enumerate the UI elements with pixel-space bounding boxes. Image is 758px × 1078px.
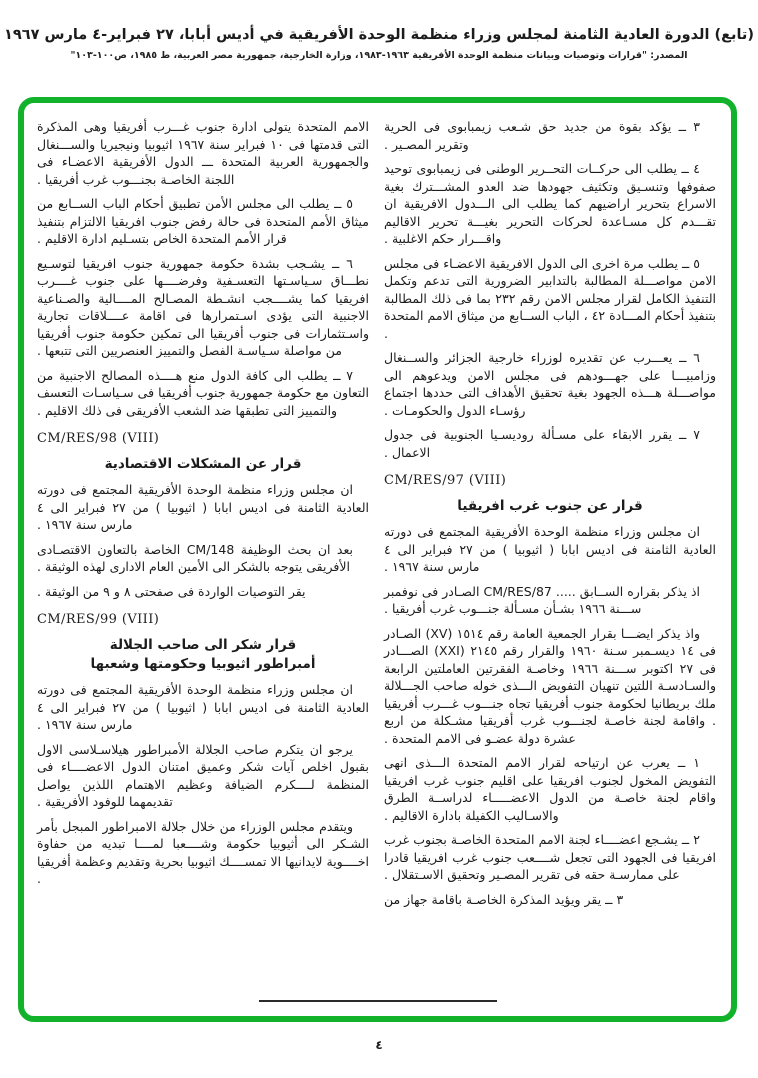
resolution-code-98: CM/RES/98 (VIII) — [37, 431, 160, 446]
para-item-6-left: ٦ ــ يشـجب بشدة حكومة جمهورية جنوب افريقيا لتوسـيع نطـــاق سـياسـتها التعسـفية وفرضــــها على جنوب غــــرب افريقيا كما يشــــجب انشـطة المصـالح المــــالية والصـناعية الاجنبية التى يؤدى اسـتمرارها فى اقامة عــــلاقات تجارية واسـتثمارات فى جنوب أفريقيا الى تمكين حكومة جنوب أفريقيا من مواصلة سـياسـة الفصل والتمييز العنصريين التى تتبعها . — [37, 255, 369, 358]
page-header — [0, 24, 758, 61]
res97-operative-3: ٣ ــ يقر ويؤيد المذكرة الخاصـة باقامة جهاز من — [384, 891, 624, 907]
two-column-layout — [24, 103, 731, 1016]
para-item-5-left: ٥ ــ يطلب الى مجلس الأمن تطبيق أحكام الباب الســابع من ميثاق الأمم المتحدة فى حالة رفض جنوب افريقيا الالتزام بتنفيذ قرار الأمم المتحدة الخاص بتسـليم ادارة الاقليم . — [37, 196, 369, 246]
resolution-title-97: قرار عن جنوب غرب افريقيا — [457, 498, 643, 514]
res99-preamble-1: ان مجلس وزراء منظمة الوحدة الأفريقية المجتمع فى دورته العادية الثامنة فى اديس ابابا ( اثيوبيا ) من ٢٧ فبراير الى ٤ مارس سنة ١٩٦٧ . — [37, 682, 369, 732]
resolution-code-97: CM/RES/97 (VIII) — [384, 473, 507, 488]
session-title: (تابع) الدورة العادية الثامنة لمجلس وزراء منظمة الوحدة الأفريقية في أديس أبابا، ٢٧ فبراير-٤ مارس ١٩٦٧ — [4, 27, 754, 43]
para-item-6: ٦ ــ يعـــرب عن تقديره لوزراء خارجية الجزائر والســنغال وزامبيـــا على جهـــودهم فى مجلس الامن ويدعوهم الى مواصـــلة هـــذه الجهود بغية تحقيق الأهداف التى حددها اجتماع رؤسـاء الدول والحكومـات . — [384, 350, 716, 418]
content-frame — [18, 97, 737, 1022]
res97-operative-1: ١ ــ يعرب عن ارتياحه لقرار الامم المتحدة الـــذى انهى التفويض المخول لجنوب افريقيا على اقليم جنوب غرب افريقيا واقام لجنة خاصـة من الدول الاعضـــــاء لدراســة الطرق والاسـاليب الكفيلة بادارة الاقاليم . — [384, 755, 716, 823]
res97-preamble-3: واذ يذكر ايضـــا بقرار الجمعية العامة رقم ١٥١٤ (XV) الصـادر فى ١٤ ديسـمبر سـنة ١٩٦٠ والقرار رقم ٢١٤٥ (XXI) الصـــادر فى ٢٧ اكتوبر ســـنة ١٩٦٦ وخاصـة الفقرتين العاملتين الرابعة والسـادسـة اللتين تنهيان التفويض الـــذى خوله صاحب الجـــلالة ملك بريطانيا لحكومة جنوب أفريقيا تجاه جنـــوب غـــرب أفريقيا . واقامة لجنة خاصـة لجنـــوب غرب أفريقيا مشـكلة من اربع عشرة دولة عضـو فى الامم المتحدة . — [384, 625, 716, 746]
page-number: ٤ — [375, 1038, 383, 1052]
para-item-7: ٧ ــ يقرر الابقاء على مسـألة روديسـيا الجنوبية فى جدول الاعمال . — [384, 427, 700, 460]
resolution-title-99-line2: أمبراطور اثيوبيا وحكومتها وشعبها — [90, 656, 316, 672]
res99-paragraph-3: ويتقدم مجلس الوزراء من خلال جلالة الامبراطور المبجل بأمر الشـكر الى أثيوبيا حكومة وشــــعبا لمــــا تبديه من حفاوة اخــــوية لايدانيها الا تمســــك اثيوبيا بحرية وتقديم وعظمة أفريقيا . — [37, 818, 369, 886]
footnote-divider — [259, 1000, 497, 1002]
res99-paragraph-2: يرجو ان يتكرم صاحب الجلالة الأمبراطور هيلاسـلاسى الاول بقبول اخلص آيات شكر وعميق امتنان الدول الاعضــــاء فى المنظمة لــــكرم الضيافة وعظيم الاهتمام اللذين يواصل تقديمهما للوفود الأفريقية . — [37, 741, 369, 809]
para-item-7-left: ٧ ــ يطلب الى كافة الدول منع هــــذه المصالح الاجنبية من التعاون مع حكومة جمهورية جنوب أفريقيا فى سـياسـات التعسف والتمييز التى تطبقها ضد الشعب الأفريقى فى ذلك الاقليم . — [37, 367, 369, 418]
res97-preamble-2: اذ يذكر بقراره الســابق ..... CM/RES/87 الصـادر فى نوفمبر ســـنة ١٩٦٦ بشـأن مسـألة جنـــوب غرب أفريقيا . — [384, 583, 700, 616]
res98-preamble-2: بعد ان بحث الوظيفة CM/148 الخاصة بالتعاون الاقتصـادى الأفريقى يتوجه بالشكر الى الأمين العام الادارى لهذه الوثيقة . — [37, 541, 353, 574]
resolution-title-99 — [37, 636, 369, 674]
para-item-4: ٤ ــ يطلب الى حركــات التحــرير الوطنى فى زيمبابوى توحيد صفوفها وتنسـيق وتكثيف جهودها ضد العدو المشـــترك بغية الاسراع بتحرير اراضيهم كما يطلب الى الـــدول الافريقية ان تقـــدم كل مسـاعدة لحركات التحرير بغيـــة تحرير الاقاليم واقـــرار حكم الاغلبية . — [384, 161, 716, 246]
para-item-3: ٣ ــ يؤكد بقوة من جديد حق شـعب زيمبابوى فى الحرية وتقرير المصـير . — [384, 119, 700, 152]
para-item-5: ٥ ــ يطلب مرة اخرى الى الدول الافريقية الاعضـاء فى مجلس الامن مواصـــلة المطالبة بالتدابير الضرورية التى تدعم وتكمل التنفيذ الكامل لقرار مجلس الامن رقم ٢٣٢ بما فى ذلك المطالبة بتنفيذ أحكام المـــادة ٤٢ ، الباب الســابع من ميثاق الامم المتحدة . — [384, 255, 716, 341]
column-left — [37, 116, 369, 986]
para-continuation: الامم المتحدة يتولى ادارة جنوب غـــرب أفريقيا وهى المذكرة التى قدمتها فى ١٠ فبراير سنة ١٩٦٧ اثيوبيا ونيجيريا والســـنغال والجمهورية العربية المتحدة ـــ الدول الأفريقية الاعضـاء فى اللجنة الخاصـة بجنـــوب غرب أفريقيا . — [37, 119, 369, 187]
column-right — [384, 116, 716, 986]
resolution-title-99-line1: قرار شكر الى صاحب الجلالة — [109, 637, 297, 653]
res98-preamble-1: ان مجلس وزراء منظمة الوحدة الأفريقية المجتمع فى دورته العادية الثامنة فى اديس ابابا ( اثيوبيا ) من ٢٧ فبراير الى ٤ مارس سنة ١٩٦٧ . — [37, 482, 369, 532]
res98-operative-1: يقر التوصيات الواردة فى صفحتى ٨ و ٩ من الوثيقة . — [37, 583, 306, 599]
res97-preamble-1: ان مجلس وزراء منظمة الوحدة الأفريقية المجتمع فى دورته العادية الثامنة فى اديس ابابا ( اثيوبيا ) من ٢٧ فبراير الى ٤ مارس سنة ١٩٦٧ . — [384, 524, 716, 574]
res97-operative-2: ٢ ــ يشـجع اعضــــاء لجنة الامم المتحدة الخاصـة بجنوب غرب افريقيا فى الجهود التى تجعل شــــعب جنوب غرب افريقيا قادرا على ممارسـة حقه فى تقرير المصـير وتحقيق الاسـتقلال . — [384, 832, 716, 882]
source-citation: المصدر: "قرارات وتوصيات وبيانات منظمة الوحدة الأفريقية ١٩٦٣-١٩٨٣، وزارة الخارجية، جمهورية مصر العربية، ط ١٩٨٥، ص١٠٠-١٠٣" — [70, 50, 688, 61]
resolution-title-98: قرار عن المشكلات الاقتصادية — [104, 456, 302, 472]
resolution-code-99: CM/RES/99 (VIII) — [37, 612, 160, 627]
